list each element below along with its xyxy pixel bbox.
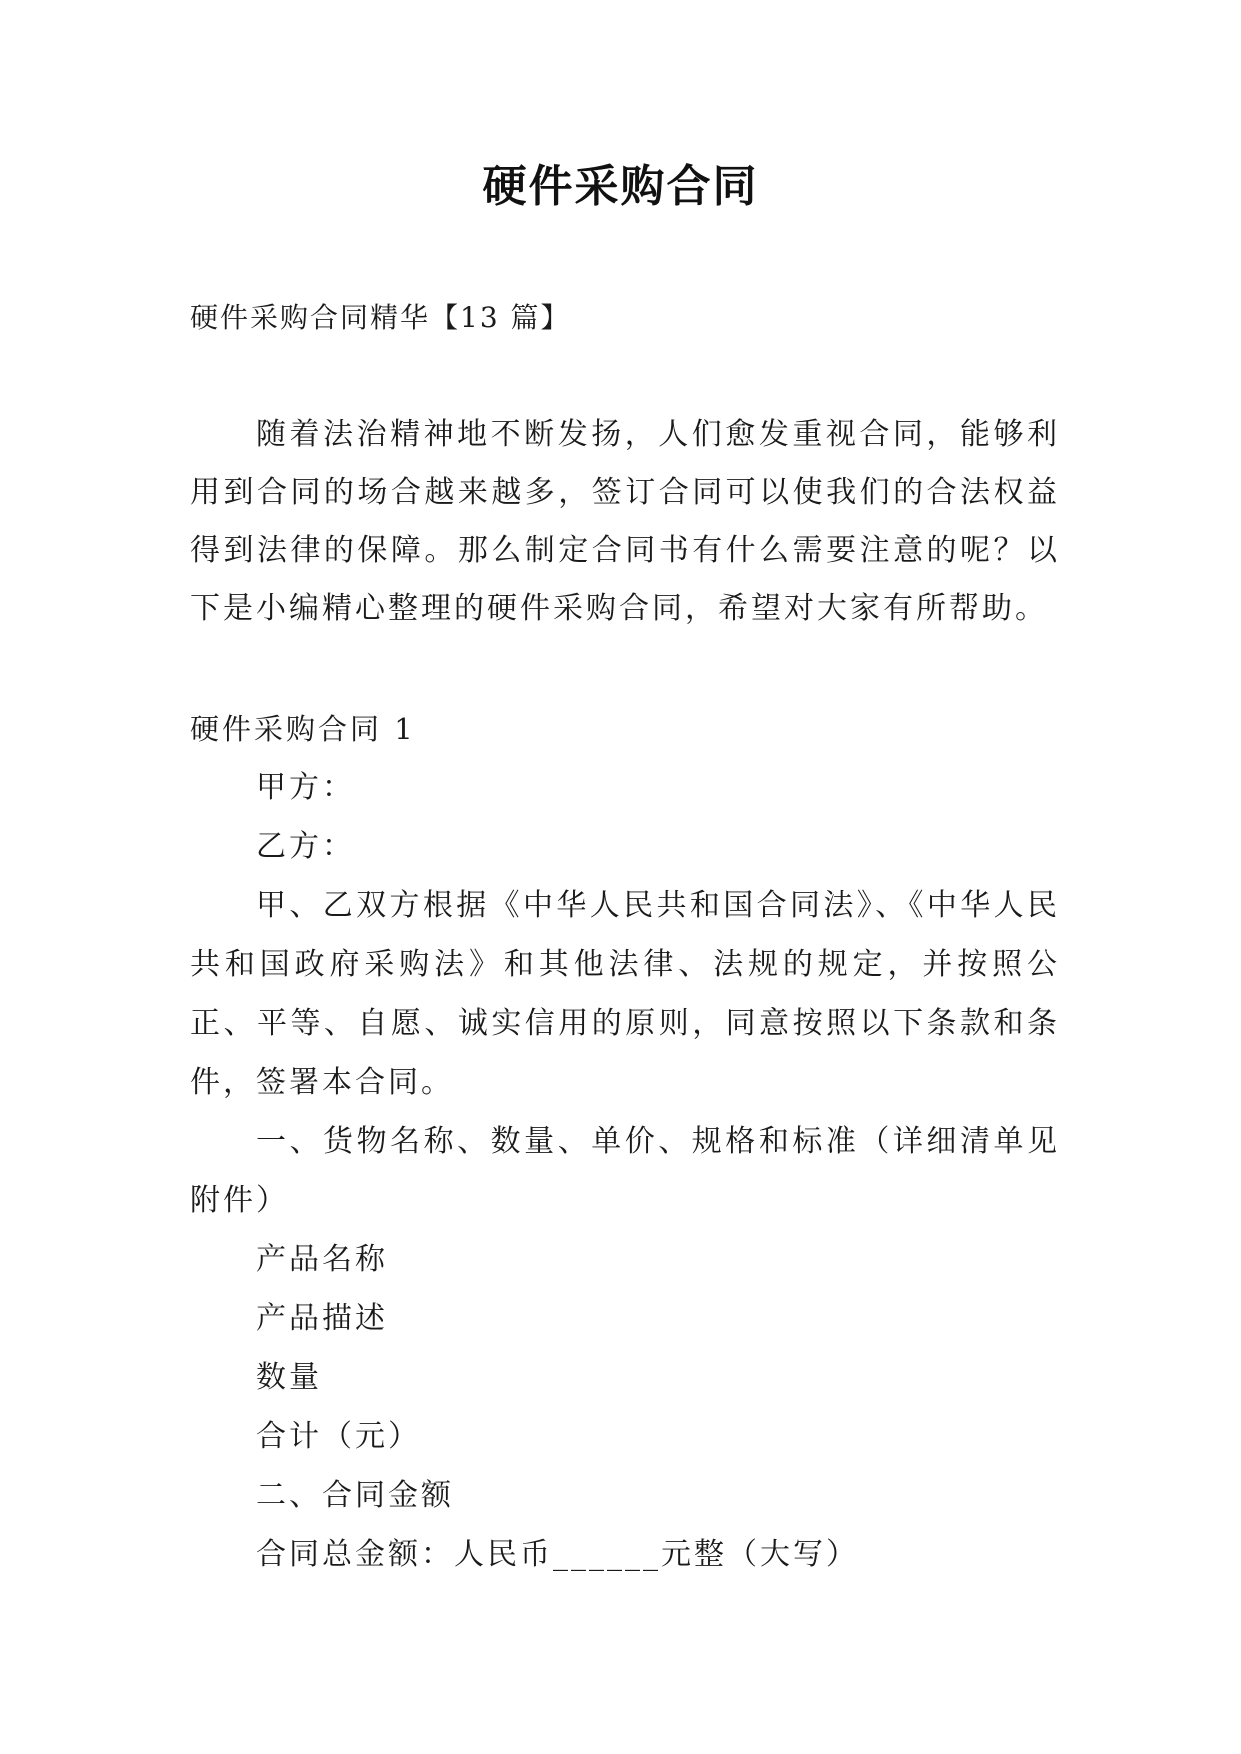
contract-body [190,758,1060,1584]
document-title: 硬件采购合同 [482,161,759,212]
party-b-line: 乙方： [256,829,355,864]
total-line: 合计（元） [256,1419,421,1454]
document-subtitle: 硬件采购合同精华【13 篇】 [190,301,571,334]
product-name-line: 产品名称 [256,1242,388,1277]
clause-one-heading: 一、货物名称、数量、单价、规格和标准（详细清单见附件） [190,1124,1060,1218]
contract-amount-line: 合同总金额：人民币______元整（大写） [256,1537,859,1572]
quantity-line: 数量 [256,1360,322,1395]
clause-two-heading: 二、合同金额 [256,1478,454,1513]
section-heading: 硬件采购合同 1 [190,712,416,746]
agreement-paragraph: 甲、乙双方根据《中华人民共和国合同法》、《中华人民共和国政府采购法》和其他法律、法规的规定，并按照公正、平等、自愿、诚实信用的原则，同意按照以下条款和条件，签署本合同。 [190,888,1060,1100]
party-a-line: 甲方： [256,770,355,805]
intro-paragraph: 随着法治精神地不断发扬，人们愈发重视合同，能够利用到合同的场合越来越多，签订合同可以使我们的合法权益得到法律的保障。那么制定合同书有什么需要注意的呢？以下是小编精心整理的硬件采购合同，希望对大家有所帮助。 [190,417,1060,626]
product-description-line: 产品描述 [256,1301,388,1336]
